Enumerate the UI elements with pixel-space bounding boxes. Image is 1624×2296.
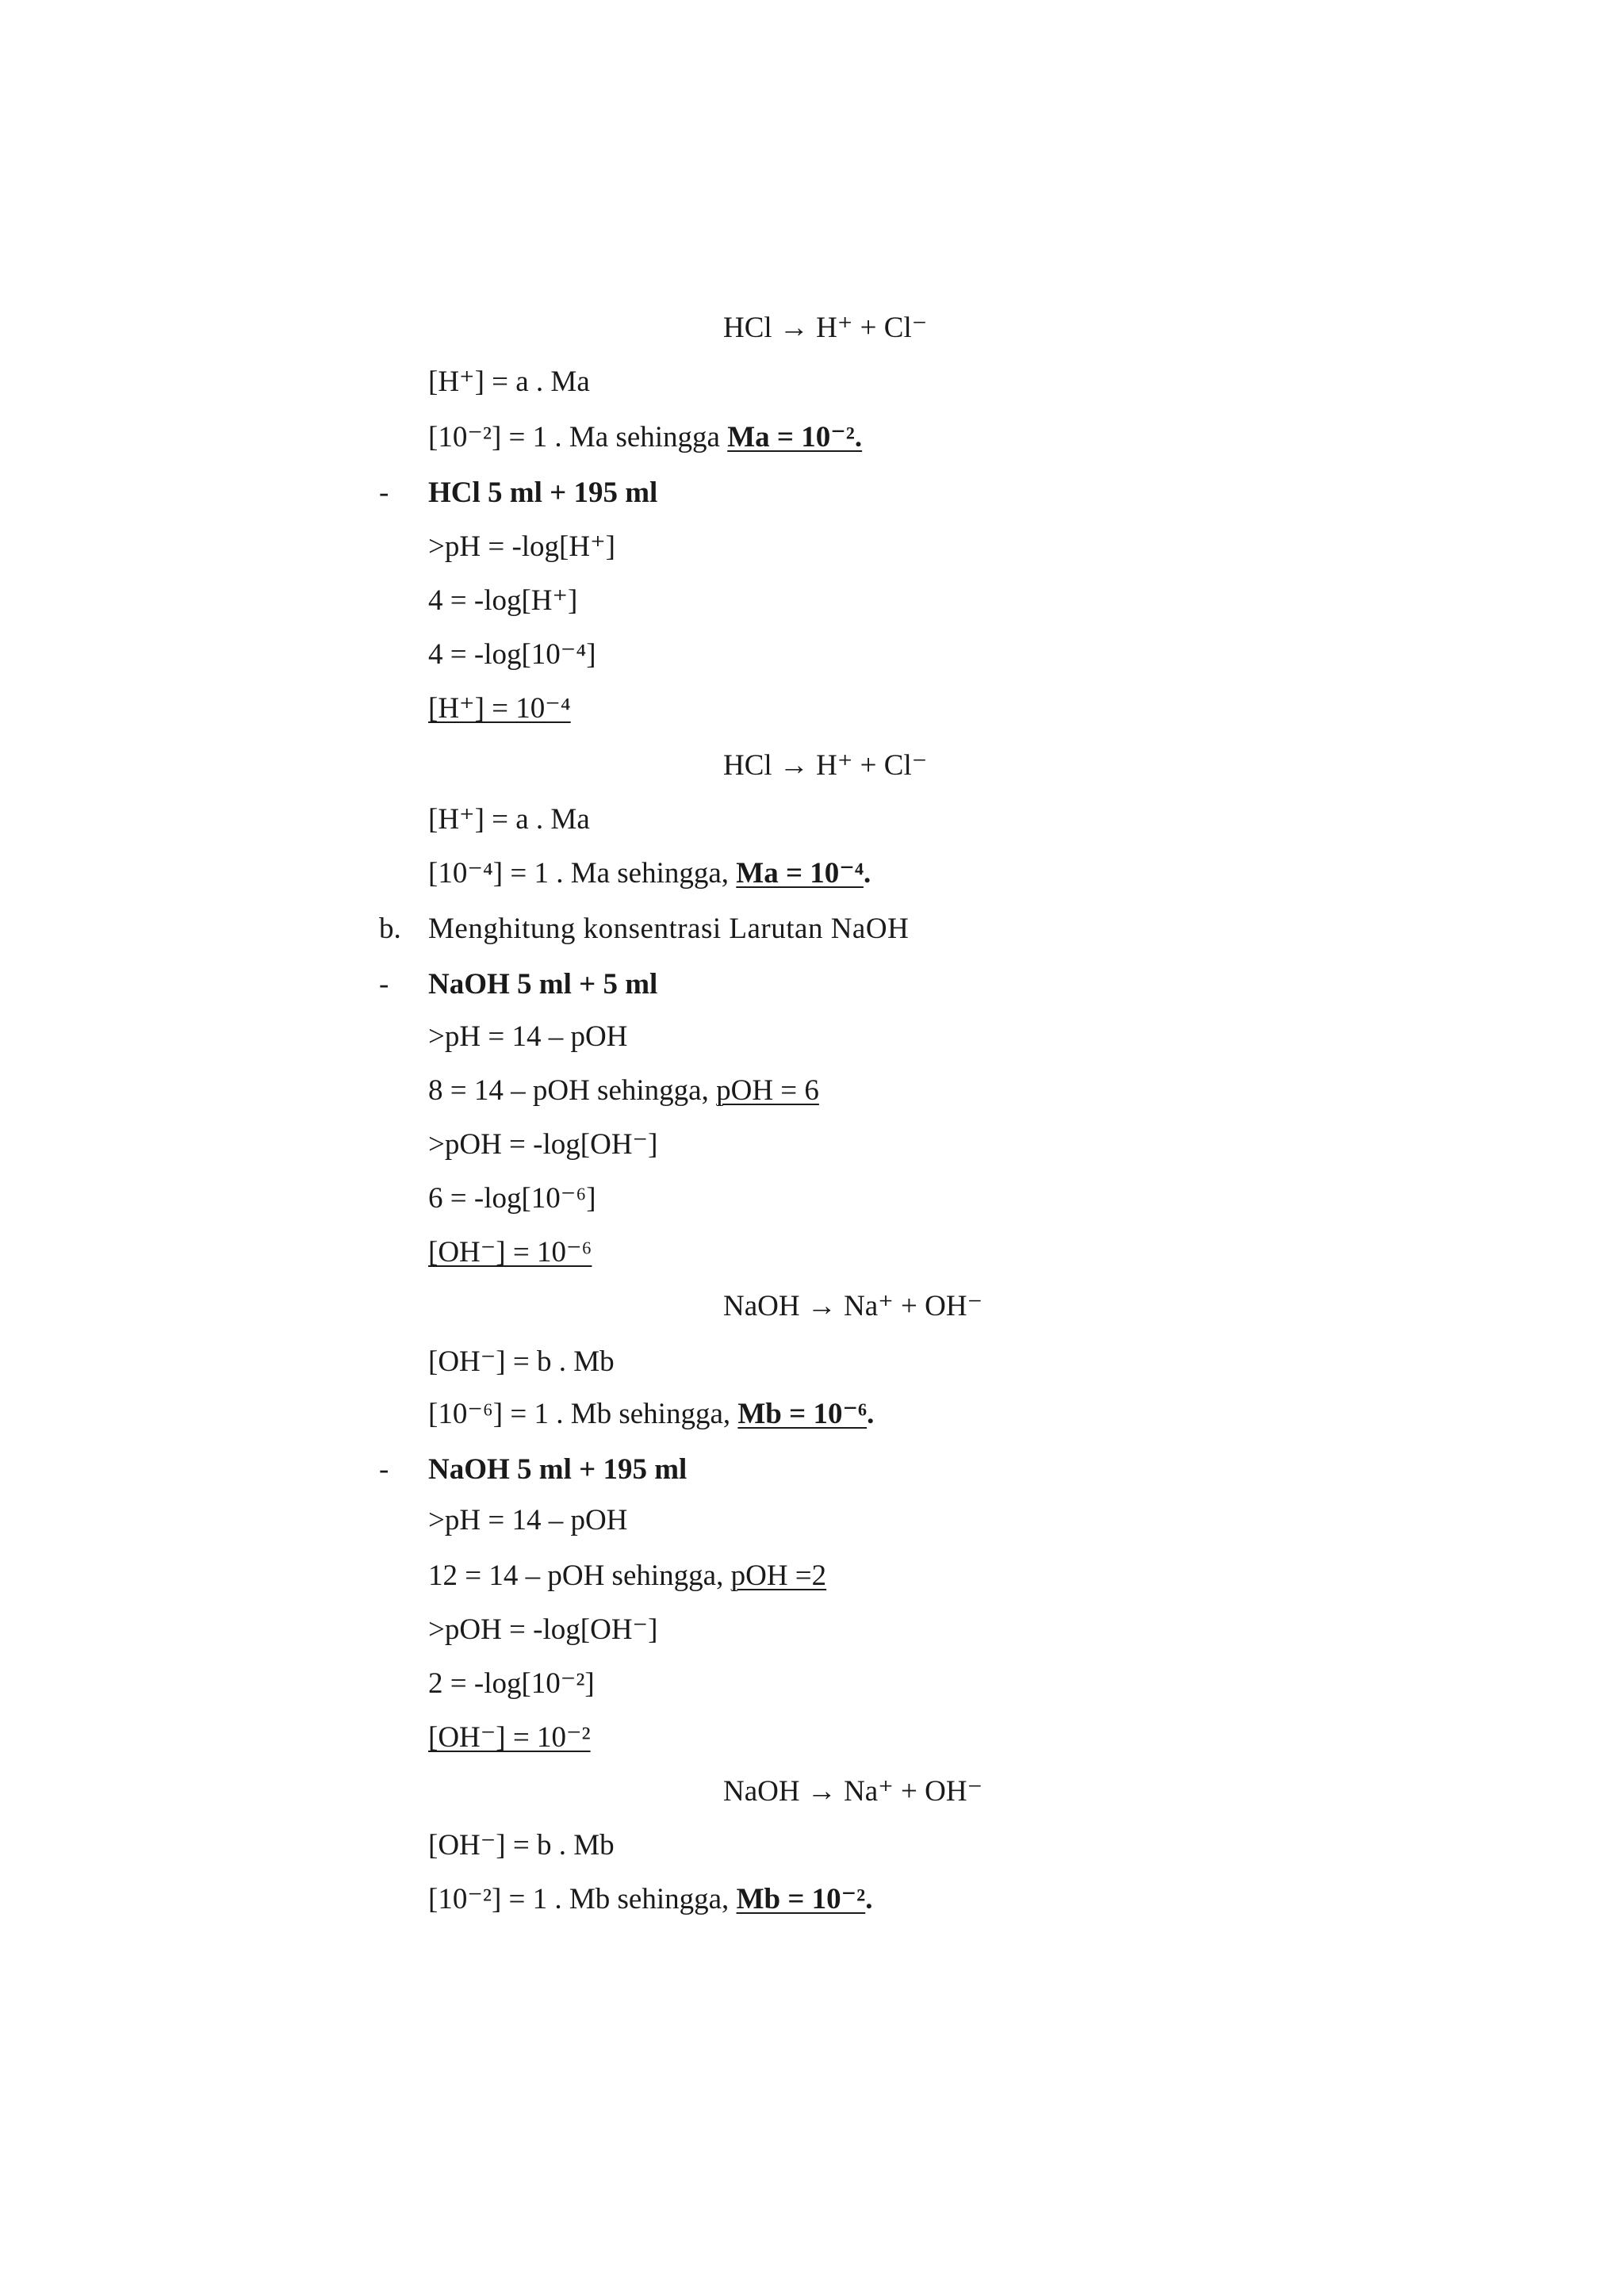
equation-ph-log: >pH = -log[H⁺] [428,530,615,563]
section-heading-naoh-195: NaOH 5 ml + 195 ml [428,1453,688,1486]
equation-mb-result-2 [428,1882,873,1917]
equation-ma-result-2 [428,856,871,891]
section-heading-naoh-5: NaOH 5 ml + 5 ml [428,968,658,1001]
result-poh-value: pOH = 6 [716,1074,819,1107]
reaction-naoh-1: NaOH → Na⁺ + OH⁻ [723,1290,983,1322]
equation-text: [10⁻²] = 1 . Mb sehingga, [428,1883,737,1915]
equation-text: [10⁻²] = 1 . Ma sehingga [428,421,728,453]
equation-h-ma-1: [H⁺] = a . Ma [428,365,590,398]
equation-h-concentration: [H⁺] = 10⁻⁴ [428,692,571,725]
list-marker-dash: - [379,968,389,1001]
equation-h-ma-2: [H⁺] = a . Ma [428,803,590,836]
reaction-hcl-2: HCl → H⁺ + Cl⁻ [723,749,928,782]
equation-poh-result-2 [428,1559,826,1594]
equation-oh-concentration-2: [OH⁻] = 10⁻² [428,1721,591,1754]
equation-text: 8 = 14 – pOH sehingga, [428,1074,717,1107]
equation-oh-mb-2: [OH⁻] = b . Mb [428,1829,615,1862]
reaction-naoh-2: NaOH → Na⁺ + OH⁻ [723,1775,983,1808]
result-ma-value: Ma = 10⁻². [727,421,863,453]
equation-ma-result-1 [428,420,862,455]
equation-4-log: 4 = -log[H⁺] [428,584,578,617]
equation-6-log: 6 = -log[10⁻⁶] [428,1182,596,1215]
period: . [867,1398,875,1430]
equation-poh-result [428,1073,819,1108]
equation-ph-poh: >pH = 14 – pOH [428,1020,628,1053]
result-mb-value: Mb = 10⁻⁶ [737,1398,868,1430]
section-heading-naoh: Menghitung konsentrasi Larutan NaOH [428,913,910,945]
reaction-hcl-1: HCl → H⁺ + Cl⁻ [723,312,928,344]
equation-text: [10⁻⁴] = 1 . Ma sehingga, [428,857,737,890]
equation-4-log-value: 4 = -log[10⁻⁴] [428,638,596,671]
equation-poh-log: >pOH = -log[OH⁻] [428,1128,658,1161]
equation-mb-result-1 [428,1397,874,1432]
section-heading-hcl-195: HCl 5 ml + 195 ml [428,476,658,509]
list-marker-dash: - [379,476,389,509]
result-mb-value: Mb = 10⁻² [736,1883,866,1915]
equation-2-log: 2 = -log[10⁻²] [428,1667,595,1700]
equation-text: 12 = 14 – pOH sehingga, [428,1559,731,1592]
result-ma-value: Ma = 10⁻⁴ [736,857,864,890]
list-marker-b: b. [379,913,401,945]
period: . [865,1883,873,1915]
list-marker-dash: - [379,1453,389,1486]
period: . [863,857,871,890]
equation-oh-mb-1: [OH⁻] = b . Mb [428,1345,615,1378]
equation-ph-poh-2: >pH = 14 – pOH [428,1504,628,1536]
equation-text: [10⁻⁶] = 1 . Mb sehingga, [428,1398,738,1430]
result-poh-value: pOH =2 [730,1559,827,1592]
equation-oh-concentration: [OH⁻] = 10⁻⁶ [428,1236,592,1269]
equation-poh-log-2: >pOH = -log[OH⁻] [428,1613,658,1646]
